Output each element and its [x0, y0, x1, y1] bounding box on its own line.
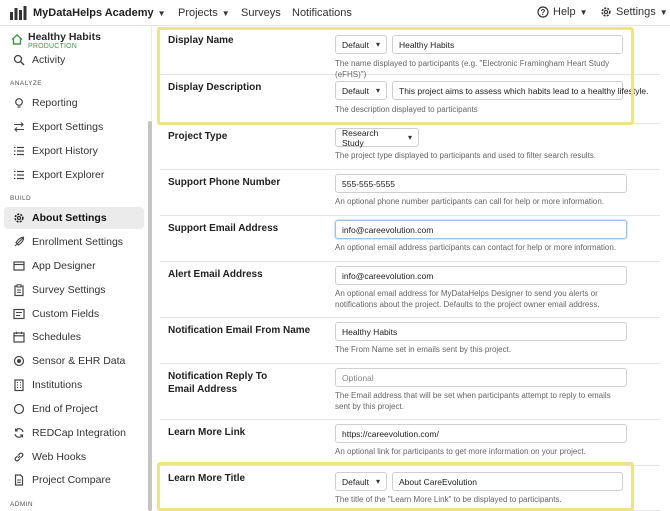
field-label: Display Name [168, 35, 234, 46]
sensor-icon [13, 355, 25, 367]
calendar-icon [13, 331, 25, 343]
learn-more-title-input[interactable]: About CareEvolution [392, 472, 623, 491]
sidebar-item-reporting[interactable]: Reporting [4, 92, 144, 114]
field-label: Notification Reply To Email Address [168, 371, 268, 395]
field-description: The Email address that will be set when participants attempt to reply to emails sent by this project. [335, 391, 611, 411]
sidebar-item-schedules[interactable]: Schedules [4, 326, 144, 348]
alert-email-input[interactable]: info@careevolution.com [335, 266, 627, 285]
field-label: Display Description [168, 82, 262, 93]
language-select[interactable]: Default ▾ [335, 35, 387, 54]
learn-more-link-input[interactable]: https://careevolution.com/ [335, 424, 627, 443]
lightbulb-icon [13, 97, 25, 109]
support-email-input[interactable]: info@careevolution.com [335, 220, 627, 239]
field-description: An optional email address for MyDataHelps Designer to send you alerts or notifications about the project. Defaults to the project owner email address. [335, 289, 600, 309]
chevron-down-icon: ▾ [375, 40, 380, 49]
field-description: An optional phone number participants can call for help or more information. [335, 197, 605, 206]
chevron-down-icon: ▼ [157, 8, 166, 18]
nav-notifications[interactable]: Notifications [292, 7, 352, 19]
about-settings-form [152, 26, 670, 511]
settings-menu[interactable]: Settings ▼ [600, 6, 668, 18]
org-name: MyDataHelps Academy [33, 7, 154, 19]
sidebar-item-end-of-project[interactable]: End of Project [4, 398, 144, 420]
sidebar-item-institutions[interactable]: Institutions [4, 374, 144, 396]
field-description: The project type displayed to participants and used to filter search results. [335, 151, 597, 160]
field-description: The description displayed to participants [335, 105, 478, 114]
field-description: The From Name set in emails sent by this project. [335, 345, 512, 354]
language-select[interactable]: Default ▾ [335, 472, 387, 491]
sidebar-item-web-hooks[interactable]: Web Hooks [4, 446, 144, 468]
field-notification-reply-to [160, 364, 660, 420]
field-support-email [160, 216, 660, 262]
building-icon [13, 379, 25, 391]
chevron-down-icon: ▼ [659, 7, 668, 17]
swap-arrows-icon [13, 121, 25, 133]
chevron-down-icon: ▼ [221, 9, 230, 18]
sidebar-item-custom-fields[interactable]: Custom Fields [4, 303, 144, 325]
section-label-build: BUILD [10, 195, 32, 202]
nav-surveys[interactable]: Surveys [241, 7, 281, 19]
field-learn-more-title [160, 466, 660, 511]
nav-projects[interactable]: Projects ▼ [178, 7, 230, 19]
field-label: Learn More Title [168, 473, 246, 484]
sidebar-item-export-settings[interactable]: Export Settings [4, 116, 144, 138]
chevron-down-icon: ▼ [579, 7, 588, 17]
svg-text:?: ? [540, 8, 546, 17]
section-label-admin: ADMIN [10, 501, 33, 508]
field-learn-more-link [160, 420, 660, 466]
notification-from-name-input[interactable]: Healthy Habits [335, 322, 627, 341]
sync-icon [13, 427, 25, 439]
sidebar-item-activity[interactable]: Activity [4, 49, 144, 71]
sidebar [0, 26, 152, 511]
field-label: Alert Email Address [168, 269, 263, 280]
field-project-type [160, 124, 660, 170]
list-icon [13, 169, 25, 181]
sidebar-item-redcap-integration[interactable]: REDCap Integration [4, 422, 144, 444]
chevron-down-icon: ▾ [375, 86, 380, 95]
home-icon [11, 34, 23, 45]
field-display-description [160, 75, 660, 124]
field-support-phone [160, 170, 660, 216]
notification-reply-to-input[interactable]: Optional [335, 368, 627, 387]
field-notification-from-name [160, 318, 660, 364]
field-alert-email [160, 262, 660, 318]
help-menu[interactable]: ? Help ▼ [537, 6, 588, 18]
rocket-icon [13, 236, 25, 248]
clipboard-icon [13, 284, 25, 296]
support-phone-input[interactable]: 555-555-5555 [335, 174, 627, 193]
sidebar-item-export-explorer[interactable]: Export Explorer [4, 164, 144, 186]
field-label: Support Phone Number [168, 177, 281, 188]
sidebar-item-app-designer[interactable]: App Designer [4, 255, 144, 277]
search-icon [13, 54, 25, 66]
list-icon [13, 145, 25, 157]
document-compare-icon [13, 474, 25, 486]
field-label: Support Email Address [168, 223, 279, 234]
field-description: The title of the "Learn More Link" to be displayed to participants. [335, 495, 562, 504]
field-label: Learn More Link [168, 427, 246, 438]
field-label: Project Type [168, 131, 228, 142]
language-select[interactable]: Default ▾ [335, 81, 387, 100]
chevron-down-icon: ▾ [375, 477, 380, 486]
window-icon [13, 260, 25, 272]
sidebar-item-survey-settings[interactable]: Survey Settings [4, 279, 144, 301]
display-name-input[interactable]: Healthy Habits [392, 35, 623, 54]
project-environment-badge: PRODUCTION [28, 43, 78, 50]
display-description-input[interactable]: This project aims to assess which habits lead to a healthy lifestyle. [392, 81, 623, 100]
field-description: An optional email address participants can contact for help or more information. [335, 243, 617, 252]
sidebar-item-export-history[interactable]: Export History [4, 140, 144, 162]
gear-icon [600, 6, 612, 18]
link-icon [13, 451, 25, 463]
sidebar-item-enrollment-settings[interactable]: Enrollment Settings [4, 231, 144, 253]
project-type-select[interactable]: Research Study ▾ [335, 128, 419, 147]
chevron-down-icon: ▾ [407, 133, 412, 142]
section-label-analyze: ANALYZE [10, 80, 42, 87]
sidebar-item-project-compare[interactable]: Project Compare [4, 469, 144, 491]
help-circle-icon [537, 6, 549, 18]
sidebar-item-about-settings[interactable]: About Settings [4, 207, 144, 229]
org-switcher[interactable] [10, 6, 166, 20]
field-description: An optional link for participants to get more information on your project. [335, 447, 586, 456]
field-display-name [160, 28, 660, 79]
circle-icon [13, 403, 25, 415]
gear-icon [13, 212, 25, 224]
project-title[interactable]: Healthy Habits [28, 31, 101, 43]
field-label: Notification Email From Name [168, 325, 311, 336]
mydatahelps-logo-icon [10, 6, 27, 20]
field-description: The name displayed to participants (e.g. "Electronic Framingham Heart Study (eFHS)") [335, 59, 610, 79]
form-fields-icon [13, 308, 25, 320]
top-navigation-bar [0, 0, 670, 26]
sidebar-item-sensor-ehr-data[interactable]: Sensor & EHR Data [4, 350, 144, 372]
